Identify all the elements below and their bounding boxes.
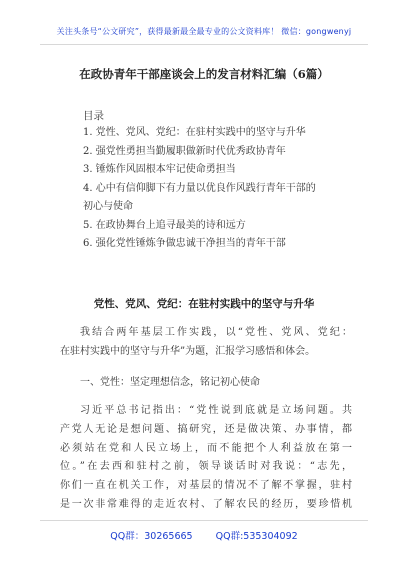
table-of-contents <box>83 124 373 254</box>
toc-item: 3. 锤炼作风固根本牢记使命勇担当 <box>83 164 236 175</box>
header-divider <box>40 44 368 45</box>
body-paragraph <box>60 402 352 515</box>
header-promo-note: 关注头条号“公文研究”，获得最新最全最专业的公文资料库！ 微信：gongwenyj <box>56 27 352 36</box>
paragraph-line: 你们一直在机关工作，对基层的情况不了解不掌握，驻村 <box>60 480 352 492</box>
footer-divider <box>40 520 368 521</box>
document-title: 在政协青年干部座谈会上的发言材料汇编（6篇） <box>79 67 329 81</box>
toc-item: 1. 党性、党风、党纪：在驻村实践中的坚守与升华 <box>83 127 306 138</box>
toc-item: 初心与使命 <box>83 201 133 212</box>
paragraph-line: 我结合两年基层工作实践，以“党性、党风、党纪： <box>80 327 352 338</box>
footer-contacts <box>0 528 408 542</box>
subheading-line: 一、党性：坚定理想信念，铭记初心使命 <box>80 377 260 388</box>
toc-item: 4. 心中有信仰脚下有力量以优良作风践行青年干部的 <box>83 182 316 194</box>
paragraph-line: 是一次非常难得的走近农村、了解农民的经历，要珍惜机 <box>60 498 352 510</box>
section-title: 党性、党风、党纪：在驻村实践中的坚守与升华 <box>93 298 315 310</box>
footer-qq-group-1: QQ群：30265665 <box>110 531 193 542</box>
paragraph-line: 习近平总书记指出：“党性说到底就是立场问题。共 <box>80 405 352 416</box>
paragraph-line: 在驻村实践中的坚守与升华”为题，汇报学习感悟和体会。 <box>60 345 316 357</box>
toc-item: 2. 强党性勇担当勤履职做新时代优秀政协青年 <box>83 145 286 157</box>
paragraph-line: 必须站在党和人民立场上，而不能把个人利益放在第一 <box>60 442 352 454</box>
toc-item: 5. 在政协舞台上追寻最美的诗和远方 <box>83 219 246 231</box>
paragraph-line: 产党人无论是想问题、搞研究，还是做决策、办事情，都 <box>60 423 352 435</box>
toc-heading: 目录 <box>83 110 104 122</box>
body-paragraph <box>60 324 352 362</box>
section-subheading <box>60 374 352 393</box>
paragraph-line: 位。”在去西和驻村之前，领导谈话时对我说：“志先， <box>60 461 352 473</box>
toc-item: 6. 强化党性锤炼争做忠诚干净担当的青年干部 <box>83 238 286 249</box>
footer-qq-group-2: QQ群:535304092 <box>215 531 298 542</box>
